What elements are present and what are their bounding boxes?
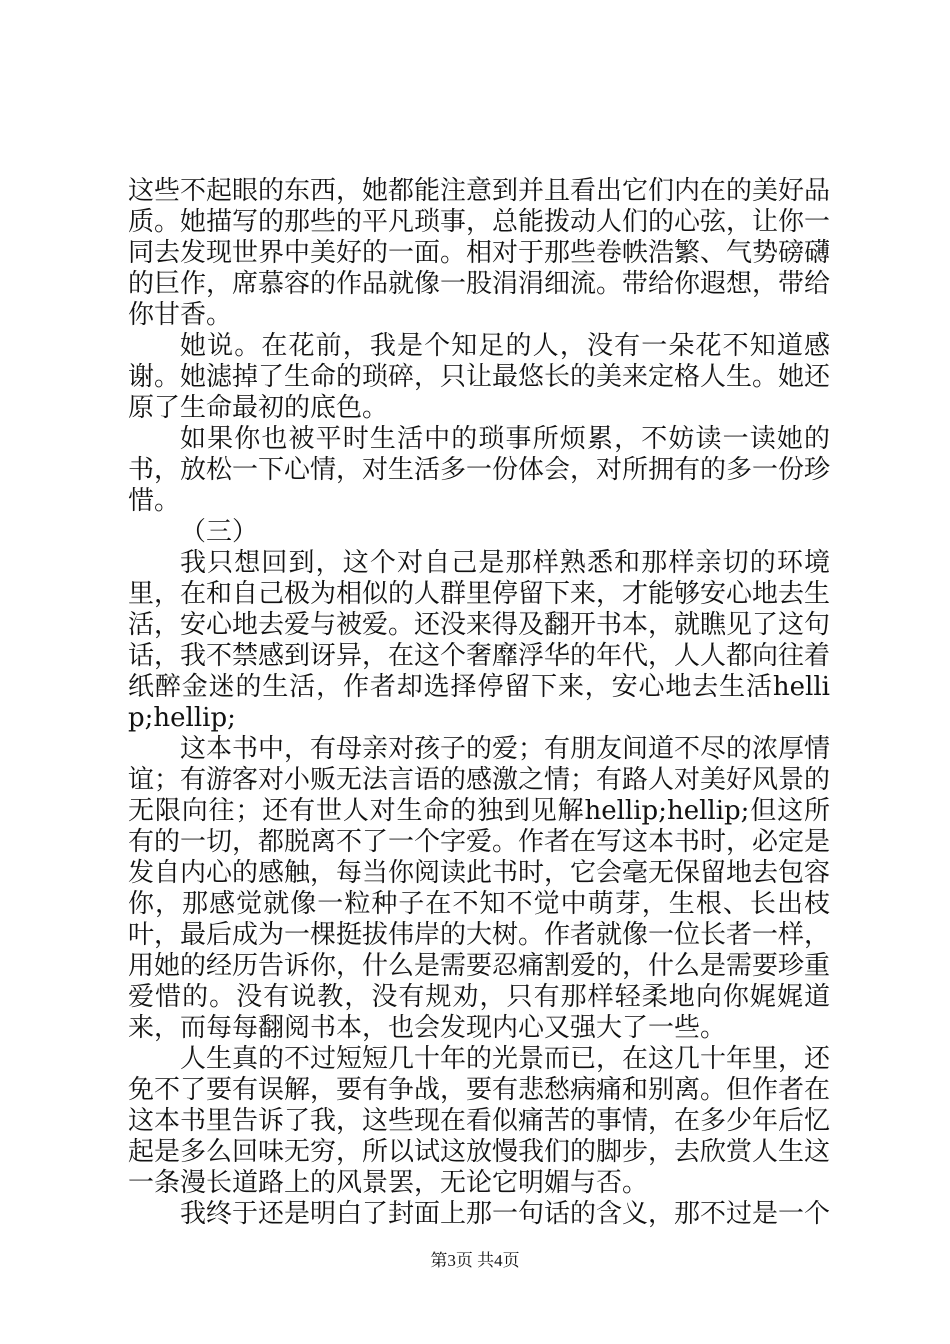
paragraph-6: 人生真的不过短短几十年的光景而已，在这几十年里，还免不了要有误解，要有争战，要有悲愁病痛和别离。但作者在这本书里告诉了我，这些现在看似痛苦的事情，在多少年后忆起是多么回味无穷，所以试这放慢我们的脚步，去欣赏人生这一条漫长道路上的风景罢，无论它明媚与否。: [128, 1044, 831, 1198]
paragraph-4: 我只想回到，这个对自己是那样熟悉和那样亲切的环境里，在和自己极为相似的人群里停留下来，才能够安心地去生活，安心地去爱与被爱。还没来得及翻开书本，就瞧见了这句话，我不禁感到讶异，在这个奢靡浮华的年代，人人都向往着纸醉金迷的生活，作者却选择停留下来，安心地去生活hellip;hellip;: [128, 548, 831, 733]
page-number-footer: 第3页 共4页: [430, 1251, 520, 1270]
document-body: [128, 176, 830, 1230]
paragraph-2: 她说。在花前，我是个知足的人，没有一朵花不知道感谢。她滤掉了生命的琐碎，只让最悠长的美来定格人生。她还原了生命最初的底色。: [128, 331, 831, 423]
paragraph-5: 这本书中，有母亲对孩子的爱；有朋友间道不尽的浓厚情谊；有游客对小贩无法言语的感激之情；有路人对美好风景的无限向往；还有世人对生命的独到见解hellip;hellip;但这所有的一切，都脱离不了一个字爱。作者在写这本书时，必定是发自内心的感触，每当你阅读此书时，它会毫无保留地去包容你，那感觉就像一粒种子在不知不觉中萌芽，生根、长出枝叶，最后成为一棵挺拔伟岸的大树。作者就像一位长者一样，用她的经历告诉你，什么是需要忍痛割爱的，什么是需要珍重爱惜的。没有说教，没有规劝，只有那样轻柔地向你娓娓道来，而每每翻阅书本，也会发现内心又强大了一些。: [128, 734, 831, 1043]
paragraph-7: 我终于还是明白了封面上那一句话的含义，那不过是一个: [180, 1199, 831, 1229]
section-heading: （三）: [180, 517, 259, 547]
paragraph-3: 如果你也被平时生活中的琐事所烦累，不妨读一读她的书，放松一下心情，对生活多一份体会，对所拥有的多一份珍惜。: [128, 424, 831, 516]
paragraph-1: 这些不起眼的东西，她都能注意到并且看出它们内在的美好品质。她描写的那些的平凡琐事，总能拨动人们的心弦，让你一同去发现世界中美好的一面。相对于那些卷帙浩繁、气势磅礴的巨作，席慕容的作品就像一股涓涓细流。带给你遐想，带给你甘香。: [128, 176, 831, 330]
